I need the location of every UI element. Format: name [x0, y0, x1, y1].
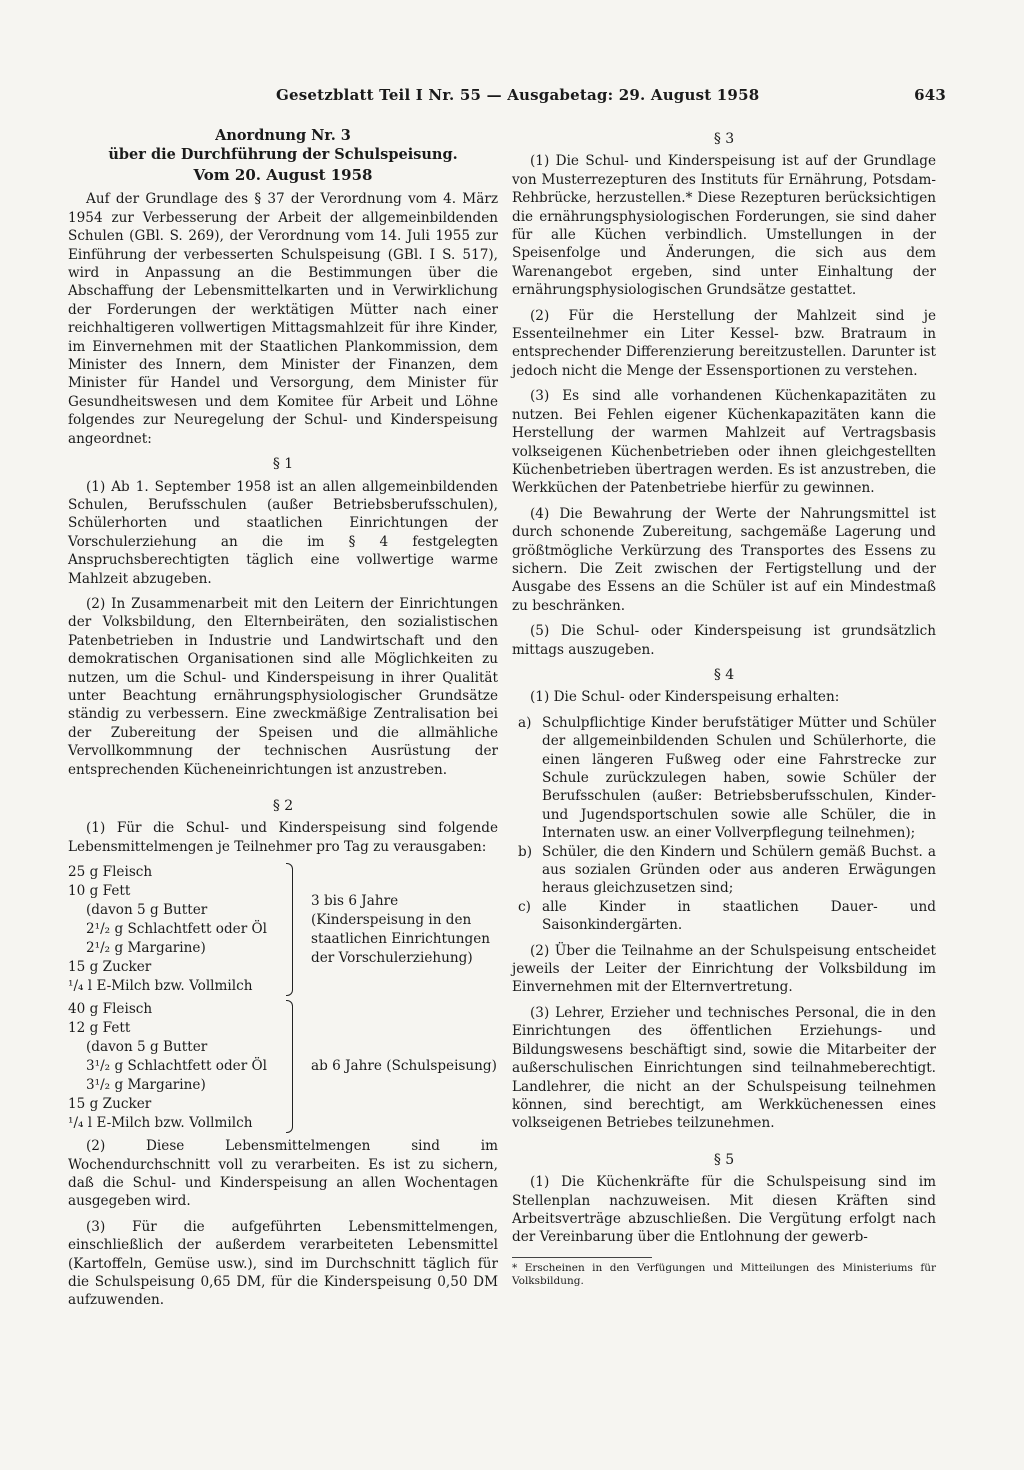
- ration-age-preschool: 3 bis 6 Jahre (Kinderspeisung in den staatlichen Einrichtungen der Vorschulerziehung): [311, 892, 491, 966]
- list-item: [512, 843, 936, 898]
- section-1-para-2: (2) In Zusammenarbeit mit den Leitern der Einrichtungen der Volksbildung, den Elternbeiräten, den sozialistischen Patenbetrieben in Industrie und Landwirtschaft und den demokratischen Organisationen sind alle Möglichkeiten zu nutzen, um die Schul- und Kinderspeisung in ihrer Qualität unter Beachtung ernährungsphysiologischer Grundsätze ständig zu verbessern. Eine zweckmäßige Zentralisation bei der Zubereitung der Speisen und die allmähliche Vervollkommnung der technischen Ausrüstung der entsprechenden Kücheneinrichtungen ist anzustreben.: [68, 595, 498, 778]
- section-1-heading: § 1: [272, 456, 294, 473]
- section-2-heading: § 2: [272, 798, 294, 814]
- ration-item: 40 g Fleisch: [68, 1001, 153, 1018]
- section-3-para-5: (5) Die Schul- oder Kinderspeisung ist grundsätzlich mittags auszugeben.: [512, 623, 936, 658]
- page-header: [276, 86, 946, 110]
- page-number: 643: [914, 86, 946, 104]
- section-2-para-1: (1) Für die Schul- und Kinderspeisung sind folgende Lebensmittelmengen je Teilnehmer pro Tag zu verausgaben:: [68, 820, 498, 855]
- left-column: [68, 126, 498, 1317]
- brace-bracket: [286, 863, 293, 996]
- ration-item: 12 g Fett: [68, 1020, 131, 1037]
- preamble: Auf der Grundlage des § 37 der Verordnung vom 4. März 1954 zur Verbesserung der Arbeit der allgemeinbildenden Schulen (GBl. S. 269), der Verordnung vom 14. Juli 1955 zur Einführung der verbesserten Schulspeisung (GBl. I S. 517), wird in Anpassung an die Bestimmungen über die Abschaffung der Lebensmittelkarten und in Verwirklichung der Forderungen der werktätigen Mütter nach einer reichhaltigeren vollwertigen Mittagsmahlzeit für ihre Kinder, im Einvernehmen mit der Staatlichen Plankommission, dem Minister des Innern, dem Minister der Finanzen, dem Minister für Handel und Versorgung, dem Minister für Gesundheitswesen und dem Komitee für Arbeit und Löhne folgendes zur Neuregelung der Schul- und Kinderspeisung angeordnet:: [68, 191, 498, 447]
- ration-group-school: [68, 1000, 498, 1133]
- ration-item: ¹/₄ l E-Milch bzw. Vollmilch: [68, 1115, 253, 1132]
- right-column: [512, 126, 936, 1295]
- header-title: Gesetzblatt Teil I Nr. 55 — Ausgabetag: 29. August 1958: [276, 86, 760, 104]
- ration-age-school: ab 6 Jahre (Schulspeisung): [311, 1058, 497, 1075]
- doc-date: Vom 20. August 1958: [193, 166, 373, 184]
- ration-item: (davon 5 g Butter: [86, 902, 208, 919]
- list-item-text: Schüler, die den Kindern und Schülern gemäß Buchst. a aus sozialen Gründen oder aus anderen Erwägungen heraus gleichzusetzen sind;: [542, 843, 936, 897]
- section-4-list: [512, 714, 936, 935]
- ration-item: 15 g Zucker: [68, 1096, 152, 1113]
- section-5-heading: § 5: [713, 1151, 735, 1168]
- brace-bracket: [286, 1000, 293, 1133]
- ration-item: 3¹/₂ g Margarine): [86, 1077, 206, 1094]
- list-item-label: a): [518, 714, 532, 731]
- section-3-para-3: (3) Es sind alle vorhandenen Küchenkapazitäten zu nutzen. Bei Fehlen eigener Küchenkapazitäten kann die Herstellung der warmen Mahlzeit auf Vertragsbasis volkseigenen Küchenbetrieben oder ihnen gleichgestellten Küchenbetrieben übertragen werden. Es ist anzustreben, die Werkküchen der Patenbetriebe hierfür zu gewinnen.: [512, 388, 936, 497]
- list-item-text: alle Kinder in staatlichen Dauer- und Saisonkindergärten.: [542, 898, 936, 934]
- list-item: [512, 898, 936, 935]
- section-1-para-1: (1) Ab 1. September 1958 ist an allen allgemeinbildenden Schulen, Berufsschulen (außer Betriebsberufsschulen), Schülerhorten und staatlichen Einrichtungen der Vorschulerziehung an die im § 4 festgelegten Anspruchsberechtigten täglich eine vollwertige warme Mahlzeit abzugeben.: [68, 478, 498, 587]
- list-item: [512, 714, 936, 843]
- ration-item: 25 g Fleisch: [68, 864, 153, 881]
- ration-item: 2¹/₂ g Margarine): [86, 940, 206, 957]
- section-4-para-2: (2) Über die Teilnahme an der Schulspeisung entscheidet jeweils der Leiter der Einrichtung der Volksbildung im Einvernehmen mit der Elternvertretung.: [512, 942, 936, 996]
- ration-item: 2¹/₂ g Schlachtfett oder Öl: [86, 921, 267, 938]
- doc-title-line2: über die Durchführung der Schulspeisung.: [108, 146, 458, 163]
- footnote-divider: [512, 1257, 652, 1258]
- section-3-heading: § 3: [713, 131, 735, 147]
- ration-item: 3¹/₂ g Schlachtfett oder Öl: [86, 1058, 267, 1075]
- ration-item: ¹/₄ l E-Milch bzw. Vollmilch: [68, 978, 253, 995]
- ration-list-preschool: [68, 863, 286, 996]
- list-item-text: Schulpflichtige Kinder berufstätiger Mütter und Schüler der allgemeinbildenden Schulen und Schülerhorte, die einen längeren Fußweg oder eine Fahrstrecke zur Schule zurückzulegen haben, sowie Schüler der Berufsschulen (außer: Betriebsberufsschulen, Kinder- und Jugendsportschulen sowie alle Schüler, die in Internaten usw. an einer Vollverpflegung teilnehmen);: [542, 714, 936, 842]
- list-item-label: b): [518, 843, 533, 860]
- ration-item: (davon 5 g Butter: [86, 1039, 208, 1056]
- list-item-label: c): [518, 898, 531, 915]
- section-3-para-4: (4) Die Bewahrung der Werte der Nahrungsmittel ist durch schonende Zubereitung, sachgemäße Lagerung und größtmögliche Verkürzung des Transportes des Essens zu sichern. Die Zeit zwischen der Fertigstellung und der Ausgabe des Essens an die Schüler ist auf ein Mindestmaß zu beschränken.: [512, 505, 936, 614]
- section-4-para-3: (3) Lehrer, Erzieher und technisches Personal, die in den Einrichtungen des öffentlichen Erziehungs- und Bildungswesens beschäftigt sind, sowie die Mitarbeiter der außerschulischen Einrichtungen sind teilnahmeberechtigt. Landlehrer, die nicht an der Schulspeisung teilnehmen können, sind berechtigt, am Werkküchenessen eines volkseigenen Betriebes teilzunehmen.: [512, 1004, 936, 1132]
- ration-item: 15 g Zucker: [68, 959, 152, 976]
- section-4-para-1: (1) Die Schul- oder Kinderspeisung erhalten:: [530, 689, 840, 706]
- doc-title-line1: Anordnung Nr. 3: [215, 127, 351, 144]
- section-2-para-2: (2) Diese Lebensmittelmengen sind im Wochendurchschnitt voll zu verarbeiten. Es ist zu sichern, daß die Schul- und Kinderspeisung an allen Wochentagen ausgegeben wird.: [68, 1138, 498, 1210]
- ration-list-school: [68, 1000, 286, 1133]
- ration-item: 10 g Fett: [68, 883, 131, 900]
- section-4-heading: § 4: [713, 666, 735, 683]
- section-2-para-3: (3) Für die aufgeführten Lebensmittelmengen, einschließlich der außerdem verarbeiteten Lebensmittel (Kartoffeln, Gemüse usw.), sind im Durchschnitt täglich für die Schulspeisung 0,65 DM, für die Kinderspeisung 0,50 DM aufzuwenden.: [68, 1218, 498, 1309]
- section-3-para-2: (2) Für die Herstellung der Mahlzeit sind je Essenteilnehmer ein Liter Kessel- bzw. Bratraum in entsprechender Differenzierung bereitzustellen. Darunter ist jedoch nicht die Menge der Essensportionen zu verstehen.: [512, 307, 936, 379]
- footnote: * Erscheinen in den Verfügungen und Mitteilungen des Ministeriums für Volksbildung.: [512, 1261, 936, 1287]
- ration-group-preschool: [68, 863, 498, 996]
- section-5-para-1: (1) Die Küchenkräfte für die Schulspeisung sind im Stellenplan nachzuweisen. Mit diesen Kräften sind Arbeitsverträge abzuschließen. Die Vergütung erfolgt nach der Vereinbarung über die Entlohnung der gewerb-: [512, 1174, 936, 1246]
- section-3-para-1: (1) Die Schul- und Kinderspeisung ist auf der Grundlage von Musterrezepturen des Instituts für Ernährung, Potsdam-Rehbrücke, herzustellen.* Diese Rezepturen berücksichtigen die ernährungsphysiologischen Forderungen, sie sind daher für alle Küchen verbindlich. Umstellungen in der Speisenfolge und Änderungen, die sich aus dem Warenangebot ergeben, sind unter Einhaltung der ernährungsphysiologischen Grundsätze gestattet.: [512, 153, 936, 299]
